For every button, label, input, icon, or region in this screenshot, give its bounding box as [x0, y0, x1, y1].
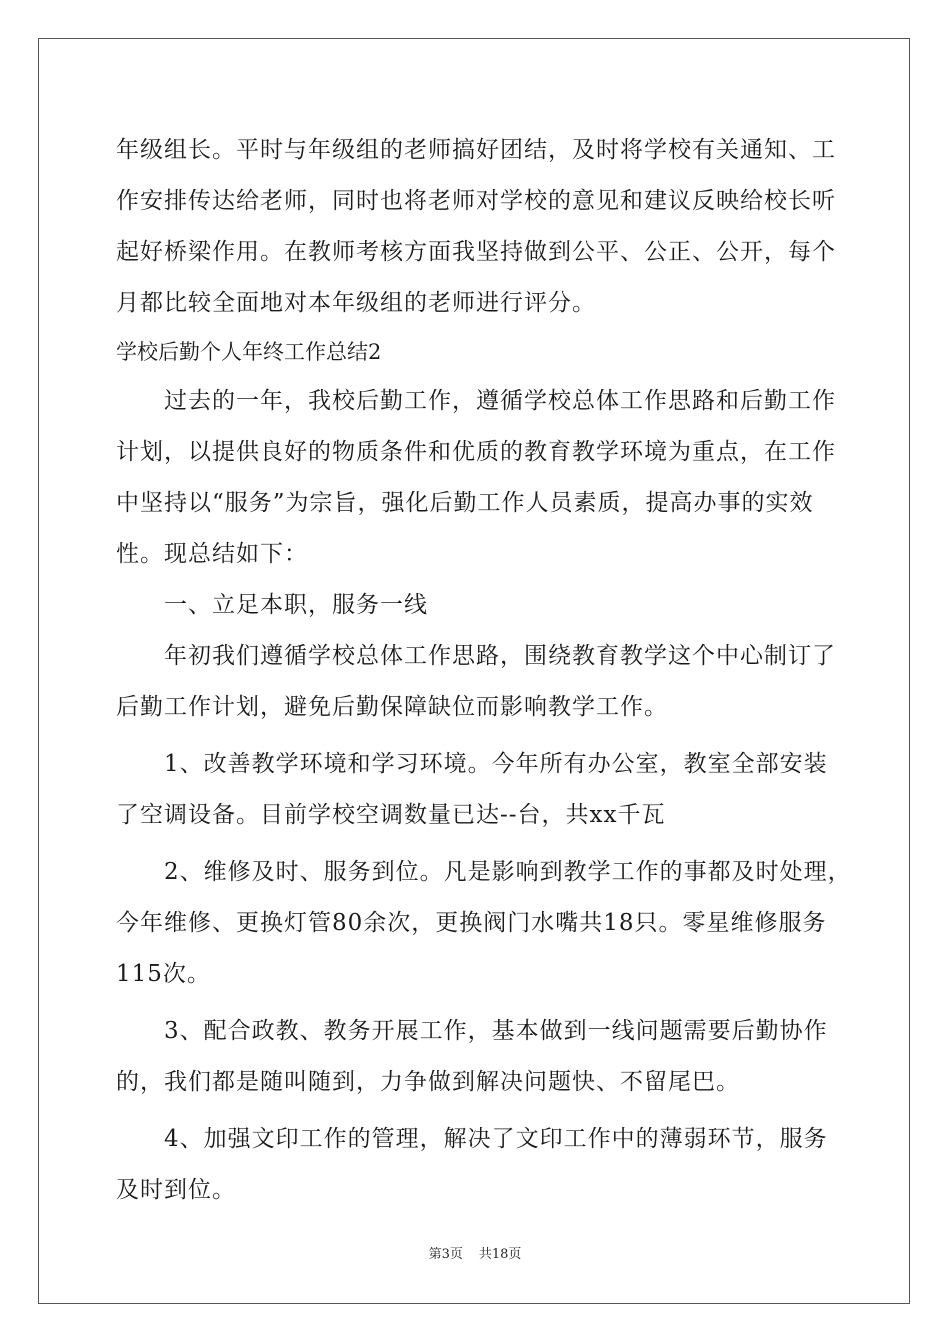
- section-title: 学校后勤个人年终工作总结2: [116, 340, 382, 364]
- paragraph-line: 作安排传达给老师，同时也将老师对学校的意见和建议反映给校长听: [116, 188, 836, 214]
- paragraph-line: 2、维修及时、服务到位。凡是影响到教学工作的事都及时处理，: [164, 859, 852, 885]
- page-number: 第3页: [428, 1247, 463, 1262]
- paragraph-line: 4、加强文印工作的管理，解决了文印工作中的薄弱环节，服务: [164, 1126, 828, 1152]
- paragraph-line: 年级组长。平时与年级组的老师搞好团结，及时将学校有关通知、工: [116, 137, 836, 163]
- paragraph-line: 计划，以提供良好的物质条件和优质的教育教学环境为重点，在工作: [116, 439, 836, 465]
- paragraph-line: 过去的一年，我校后勤工作，遵循学校总体工作思路和后勤工作: [164, 388, 836, 414]
- page-footer: [0, 1246, 950, 1264]
- paragraph-line: 中坚持以“服务”为宗旨，强化后勤工作人员素质，提高办事的实效: [116, 490, 814, 516]
- paragraph-line: 起好桥梁作用。在教师考核方面我坚持做到公平、公正、公开，每个: [116, 239, 836, 265]
- paragraph-line: 的，我们都是随叫随到，力争做到解决问题快、不留尾巴。: [116, 1069, 740, 1095]
- paragraph-line: 年初我们遵循学校总体工作思路，围绕教育教学这个中心制订了: [164, 643, 836, 669]
- paragraph-line: 了空调设备。目前学校空调数量已达--台，共xx千瓦: [116, 802, 666, 828]
- paragraph-line: 115次。: [116, 961, 211, 987]
- paragraph-line: 及时到位。: [116, 1177, 236, 1203]
- paragraph-line: 月都比较全面地对本年级组的老师进行评分。: [116, 290, 596, 316]
- page-total: 共18页: [478, 1247, 522, 1262]
- paragraph-line: 性。现总结如下：: [116, 541, 308, 567]
- paragraph-line: 今年维修、更换灯管80余次，更换阀门水嘴共18只。零星维修服务: [116, 910, 827, 936]
- paragraph-line: 3、配合政教、教务开展工作，基本做到一线问题需要后勤协作: [164, 1018, 828, 1044]
- paragraph-line: 后勤工作计划，避免后勤保障缺位而影响教学工作。: [116, 694, 668, 720]
- subheading: 一、立足本职，服务一线: [164, 592, 428, 618]
- document-body: [116, 128, 852, 1219]
- paragraph-line: 1、改善教学环境和学习环境。今年所有办公室，教室全部安装: [164, 751, 828, 777]
